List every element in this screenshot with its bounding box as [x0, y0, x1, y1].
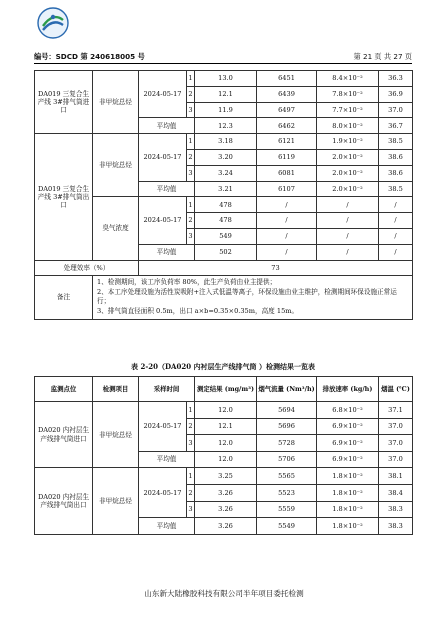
average-concentration-cell: 3.26	[195, 518, 257, 535]
sampling-date-cell: 2024-05-17	[139, 468, 187, 518]
concentration-cell: 3.18	[195, 134, 257, 150]
temperature-cell: 37.0	[379, 435, 413, 452]
remarks-row	[35, 276, 413, 319]
average-label-cell: 平均值	[139, 181, 195, 197]
table-row	[35, 134, 413, 150]
col-header-flow: 烟气流量 (Nm³/h)	[257, 377, 317, 402]
flow-cell: 5523	[257, 484, 317, 501]
flow-cell: 6119	[257, 149, 317, 165]
emission-rate-cell: 6.8×10⁻²	[317, 402, 379, 419]
sampling-date-cell: 2024-05-17	[139, 134, 187, 181]
temperature-cell: /	[379, 228, 413, 244]
remark-line: 3、排气筒直径面积 0.5m，出口 a×b=0.35×0.35m，高度 15m。	[97, 307, 299, 315]
emission-rate-cell: 1.8×10⁻²	[317, 501, 379, 518]
col-header-temp: 烟温 (℃)	[379, 377, 413, 402]
test-item-cell: 臭气浓度	[93, 197, 139, 260]
results-table-da019	[34, 70, 413, 320]
sample-index-cell: 3	[187, 501, 195, 518]
average-concentration-cell: 3.21	[195, 181, 257, 197]
sample-index-cell: 3	[187, 102, 195, 118]
efficiency-row	[35, 260, 413, 276]
flow-cell: 6439	[257, 86, 317, 102]
temperature-cell: /	[379, 213, 413, 229]
col-header-point: 监测点位	[35, 377, 93, 402]
remarks-label-cell: 备注	[35, 276, 93, 319]
flow-cell: 5559	[257, 501, 317, 518]
flow-cell: 6497	[257, 102, 317, 118]
average-concentration-cell: 12.0	[195, 451, 257, 468]
temperature-cell: 38.1	[379, 468, 413, 485]
average-concentration-cell: 502	[195, 244, 257, 260]
concentration-cell: 478	[195, 213, 257, 229]
concentration-cell: 3.25	[195, 468, 257, 485]
emission-rate-cell: 2.0×10⁻²	[317, 165, 379, 181]
monitoring-point-cell: DA019 三复合生产线 3#排气筒进口	[35, 71, 93, 134]
average-flow-cell: 5549	[257, 518, 317, 535]
temperature-cell: 37.0	[379, 418, 413, 435]
sample-index-cell: 1	[187, 402, 195, 419]
average-rate-cell: 6.9×10⁻²	[317, 451, 379, 468]
table-caption: 表 2-20（DA020 内衬层生产线排气筒 ）检测结果一览表	[131, 362, 315, 371]
average-flow-cell: 5706	[257, 451, 317, 468]
concentration-cell: 11.9	[195, 102, 257, 118]
emission-rate-cell: 7.8×10⁻²	[317, 86, 379, 102]
emission-rate-cell: 7.7×10⁻²	[317, 102, 379, 118]
flow-cell: 6451	[257, 71, 317, 87]
concentration-cell: 3.26	[195, 484, 257, 501]
flow-cell: /	[257, 197, 317, 213]
sample-index-cell: 2	[187, 418, 195, 435]
col-header-rate: 排放速率 (kg/h)	[317, 377, 379, 402]
monitoring-point-cell: DA020 内衬层生产线排气筒进口	[35, 402, 93, 468]
flow-cell: 5696	[257, 418, 317, 435]
emission-rate-cell: 6.9×10⁻²	[317, 418, 379, 435]
average-label-cell: 平均值	[139, 244, 195, 260]
temperature-cell: 38.6	[379, 149, 413, 165]
average-rate-cell: /	[317, 244, 379, 260]
sample-index-cell: 2	[187, 484, 195, 501]
average-label-cell: 平均值	[139, 118, 195, 134]
temperature-cell: /	[379, 197, 413, 213]
remark-line: 1、检测期间，该工序负荷率 80%，此生产负荷由业主提供；	[97, 278, 277, 287]
efficiency-value-cell: 73	[139, 260, 413, 276]
concentration-cell: 12.0	[195, 402, 257, 419]
report-number: 编号：SDCD 第 240618005 号	[34, 52, 145, 61]
remark-line: 2、本工序处理设施为活性炭吸附+注入式低温等离子，环保设施由业主维护，检测期间环保设施正常运行；	[97, 287, 397, 306]
concentration-cell: 3.26	[195, 501, 257, 518]
average-label-cell: 平均值	[139, 451, 195, 468]
sampling-date-cell: 2024-05-17	[139, 402, 187, 452]
concentration-cell: 13.0	[195, 71, 257, 87]
average-temperature-cell: 38.5	[379, 181, 413, 197]
average-temperature-cell: /	[379, 244, 413, 260]
average-temperature-cell: 36.7	[379, 118, 413, 134]
emission-rate-cell: 1.8×10⁻²	[317, 484, 379, 501]
sample-index-cell: 3	[187, 165, 195, 181]
sample-index-cell: 3	[187, 228, 195, 244]
average-rate-cell: 1.8×10⁻²	[317, 518, 379, 535]
table-row	[35, 468, 413, 485]
sample-index-cell: 1	[187, 197, 195, 213]
table-header-row	[35, 377, 413, 402]
table-row	[35, 71, 413, 87]
col-header-conc: 测定结果 (mg/m³)	[195, 377, 257, 402]
remarks-content-cell	[93, 276, 413, 319]
test-item-cell: 非甲烷总烃	[93, 468, 139, 534]
average-temperature-cell: 38.3	[379, 518, 413, 535]
monitoring-point-cell: DA020 内衬层生产线排气筒出口	[35, 468, 93, 534]
sample-index-cell: 2	[187, 213, 195, 229]
emission-rate-cell: 2.0×10⁻²	[317, 149, 379, 165]
concentration-cell: 478	[195, 197, 257, 213]
header-rule	[34, 63, 412, 64]
results-table-da020	[34, 376, 413, 535]
concentration-cell: 12.1	[195, 86, 257, 102]
sampling-date-cell: 2024-05-17	[139, 71, 187, 118]
concentration-cell: 3.20	[195, 149, 257, 165]
temperature-cell: 38.6	[379, 165, 413, 181]
concentration-cell: 12.1	[195, 418, 257, 435]
temperature-cell: 38.4	[379, 484, 413, 501]
test-item-cell: 非甲烷总烃	[93, 402, 139, 468]
average-rate-cell: 2.0×10⁻²	[317, 181, 379, 197]
monitoring-point-cell: DA019 三复合生产线 3#排气筒出口	[35, 134, 93, 260]
temperature-cell: 36.3	[379, 71, 413, 87]
emission-rate-cell: /	[317, 228, 379, 244]
average-flow-cell: /	[257, 244, 317, 260]
flow-cell: /	[257, 213, 317, 229]
temperature-cell: 37.0	[379, 102, 413, 118]
test-item-cell: 非甲烷总烃	[93, 71, 139, 134]
flow-cell: 5728	[257, 435, 317, 452]
average-label-cell: 平均值	[139, 518, 195, 535]
temperature-cell: 38.5	[379, 134, 413, 150]
page-footer: 山东新大陆橡胶科技有限公司半年项目委托检测	[144, 589, 304, 598]
test-item-cell: 非甲烷总烃	[93, 134, 139, 197]
average-rate-cell: 8.0×10⁻²	[317, 118, 379, 134]
concentration-cell: 3.24	[195, 165, 257, 181]
sample-index-cell: 2	[187, 149, 195, 165]
emission-rate-cell: 6.9×10⁻²	[317, 435, 379, 452]
sample-index-cell: 1	[187, 134, 195, 150]
temperature-cell: 36.9	[379, 86, 413, 102]
sampling-date-cell: 2024-05-17	[139, 197, 187, 244]
emission-rate-cell: 8.4×10⁻²	[317, 71, 379, 87]
col-header-time: 采样时间	[139, 377, 195, 402]
average-flow-cell: 6462	[257, 118, 317, 134]
sample-index-cell: 2	[187, 86, 195, 102]
flow-cell: 5565	[257, 468, 317, 485]
flow-cell: 6081	[257, 165, 317, 181]
table-row	[35, 402, 413, 419]
emission-rate-cell: 1.8×10⁻²	[317, 468, 379, 485]
average-flow-cell: 6107	[257, 181, 317, 197]
efficiency-label-cell: 处理效率（%）	[35, 260, 139, 276]
average-temperature-cell: 37.0	[379, 451, 413, 468]
emission-rate-cell: 1.9×10⁻²	[317, 134, 379, 150]
sample-index-cell: 1	[187, 71, 195, 87]
flow-cell: 5694	[257, 402, 317, 419]
concentration-cell: 12.0	[195, 435, 257, 452]
average-concentration-cell: 12.3	[195, 118, 257, 134]
emission-rate-cell: /	[317, 197, 379, 213]
sample-index-cell: 1	[187, 468, 195, 485]
flow-cell: /	[257, 228, 317, 244]
page-number: 第 21 页 共 27 页	[353, 52, 412, 61]
col-header-item: 检测项目	[93, 377, 139, 402]
flow-cell: 6121	[257, 134, 317, 150]
sample-index-cell: 3	[187, 435, 195, 452]
temperature-cell: 37.1	[379, 402, 413, 419]
emission-rate-cell: /	[317, 213, 379, 229]
concentration-cell: 549	[195, 228, 257, 244]
company-seal-logo	[36, 6, 70, 40]
temperature-cell: 38.3	[379, 501, 413, 518]
